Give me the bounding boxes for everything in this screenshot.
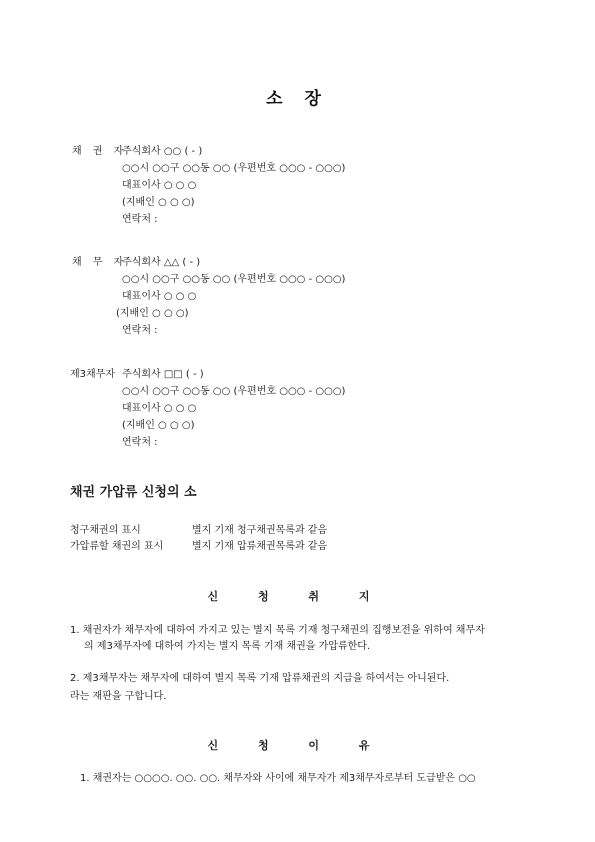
creditor-manager: (지배인 ○ ○ ○) <box>122 197 195 208</box>
reason-heading: 신 청 이 유 <box>207 739 388 752</box>
debtor-manager: (지배인 ○ ○ ○) <box>116 308 189 319</box>
seizure-claim-value: 별지 기재 압류채권목록과 같음 <box>192 541 328 552</box>
creditor-ceo: 대표이사 ○ ○ ○ <box>122 180 197 191</box>
creditor-company: 주식회사 ○○ ( - ) <box>122 146 203 157</box>
debtor-address: ○○시 ○○구 ○○동 ○○ (우편번호 ○○○ - ○○○) <box>122 274 346 285</box>
seizure-claim-label: 가압류할 채권의 표시 <box>70 541 164 552</box>
purpose-heading: 신 청 취 지 <box>207 590 388 603</box>
creditor-contact: 연락처 : <box>122 214 158 225</box>
third-debtor-ceo: 대표이사 ○ ○ ○ <box>122 403 197 414</box>
purpose-paragraph-2-line-2: 라는 재판을 구합니다. <box>70 691 167 702</box>
third-debtor-label: 제3채무자 <box>70 369 116 380</box>
purpose-paragraph-2-line-1: 2. 제3채무자는 채무자에 대하여 별지 목록 기재 압류채권의 지급을 하여서는 아니된다. <box>70 673 450 684</box>
claim-label: 청구채권의 표시 <box>70 525 141 536</box>
debtor-ceo: 대표이사 ○ ○ ○ <box>122 291 197 302</box>
debtor-company: 주식회사 △△ ( - ) <box>122 257 201 268</box>
third-debtor-company: 주식회사 □□ ( - ) <box>122 369 204 380</box>
third-debtor-contact: 연락처 : <box>122 437 158 448</box>
creditor-label: 채 권 자 <box>72 146 128 157</box>
creditor-address: ○○시 ○○구 ○○동 ○○ (우편번호 ○○○ - ○○○) <box>122 163 346 174</box>
purpose-paragraph-1-line-2: 의 제3채무자에 대하여 가지는 별지 목록 기재 채권을 가압류한다. <box>84 641 371 652</box>
purpose-paragraph-1-line-1: 1. 채권자가 채무자에 대하여 가지고 있는 별지 목록 기재 청구채권의 집행보전을 위하여 채무자 <box>70 625 485 636</box>
reason-paragraph-1-line-1: 1. 채권자는 ○○○○. ○○. ○○. 채무자와 사이에 채무자가 제3채무자로부터 도급받은 ○○ <box>80 773 476 784</box>
claim-value: 별지 기재 청구채권목록과 같음 <box>192 525 328 536</box>
debtor-contact: 연락처 : <box>122 325 158 336</box>
case-title: 채권 가압류 신청의 소 <box>70 485 197 500</box>
document-title: 소 장 <box>266 89 329 109</box>
debtor-label: 채 무 자 <box>72 257 128 268</box>
third-debtor-manager: (지배인 ○ ○ ○) <box>122 420 195 431</box>
third-debtor-address: ○○시 ○○구 ○○동 ○○ (우편번호 ○○○ - ○○○) <box>122 386 346 397</box>
